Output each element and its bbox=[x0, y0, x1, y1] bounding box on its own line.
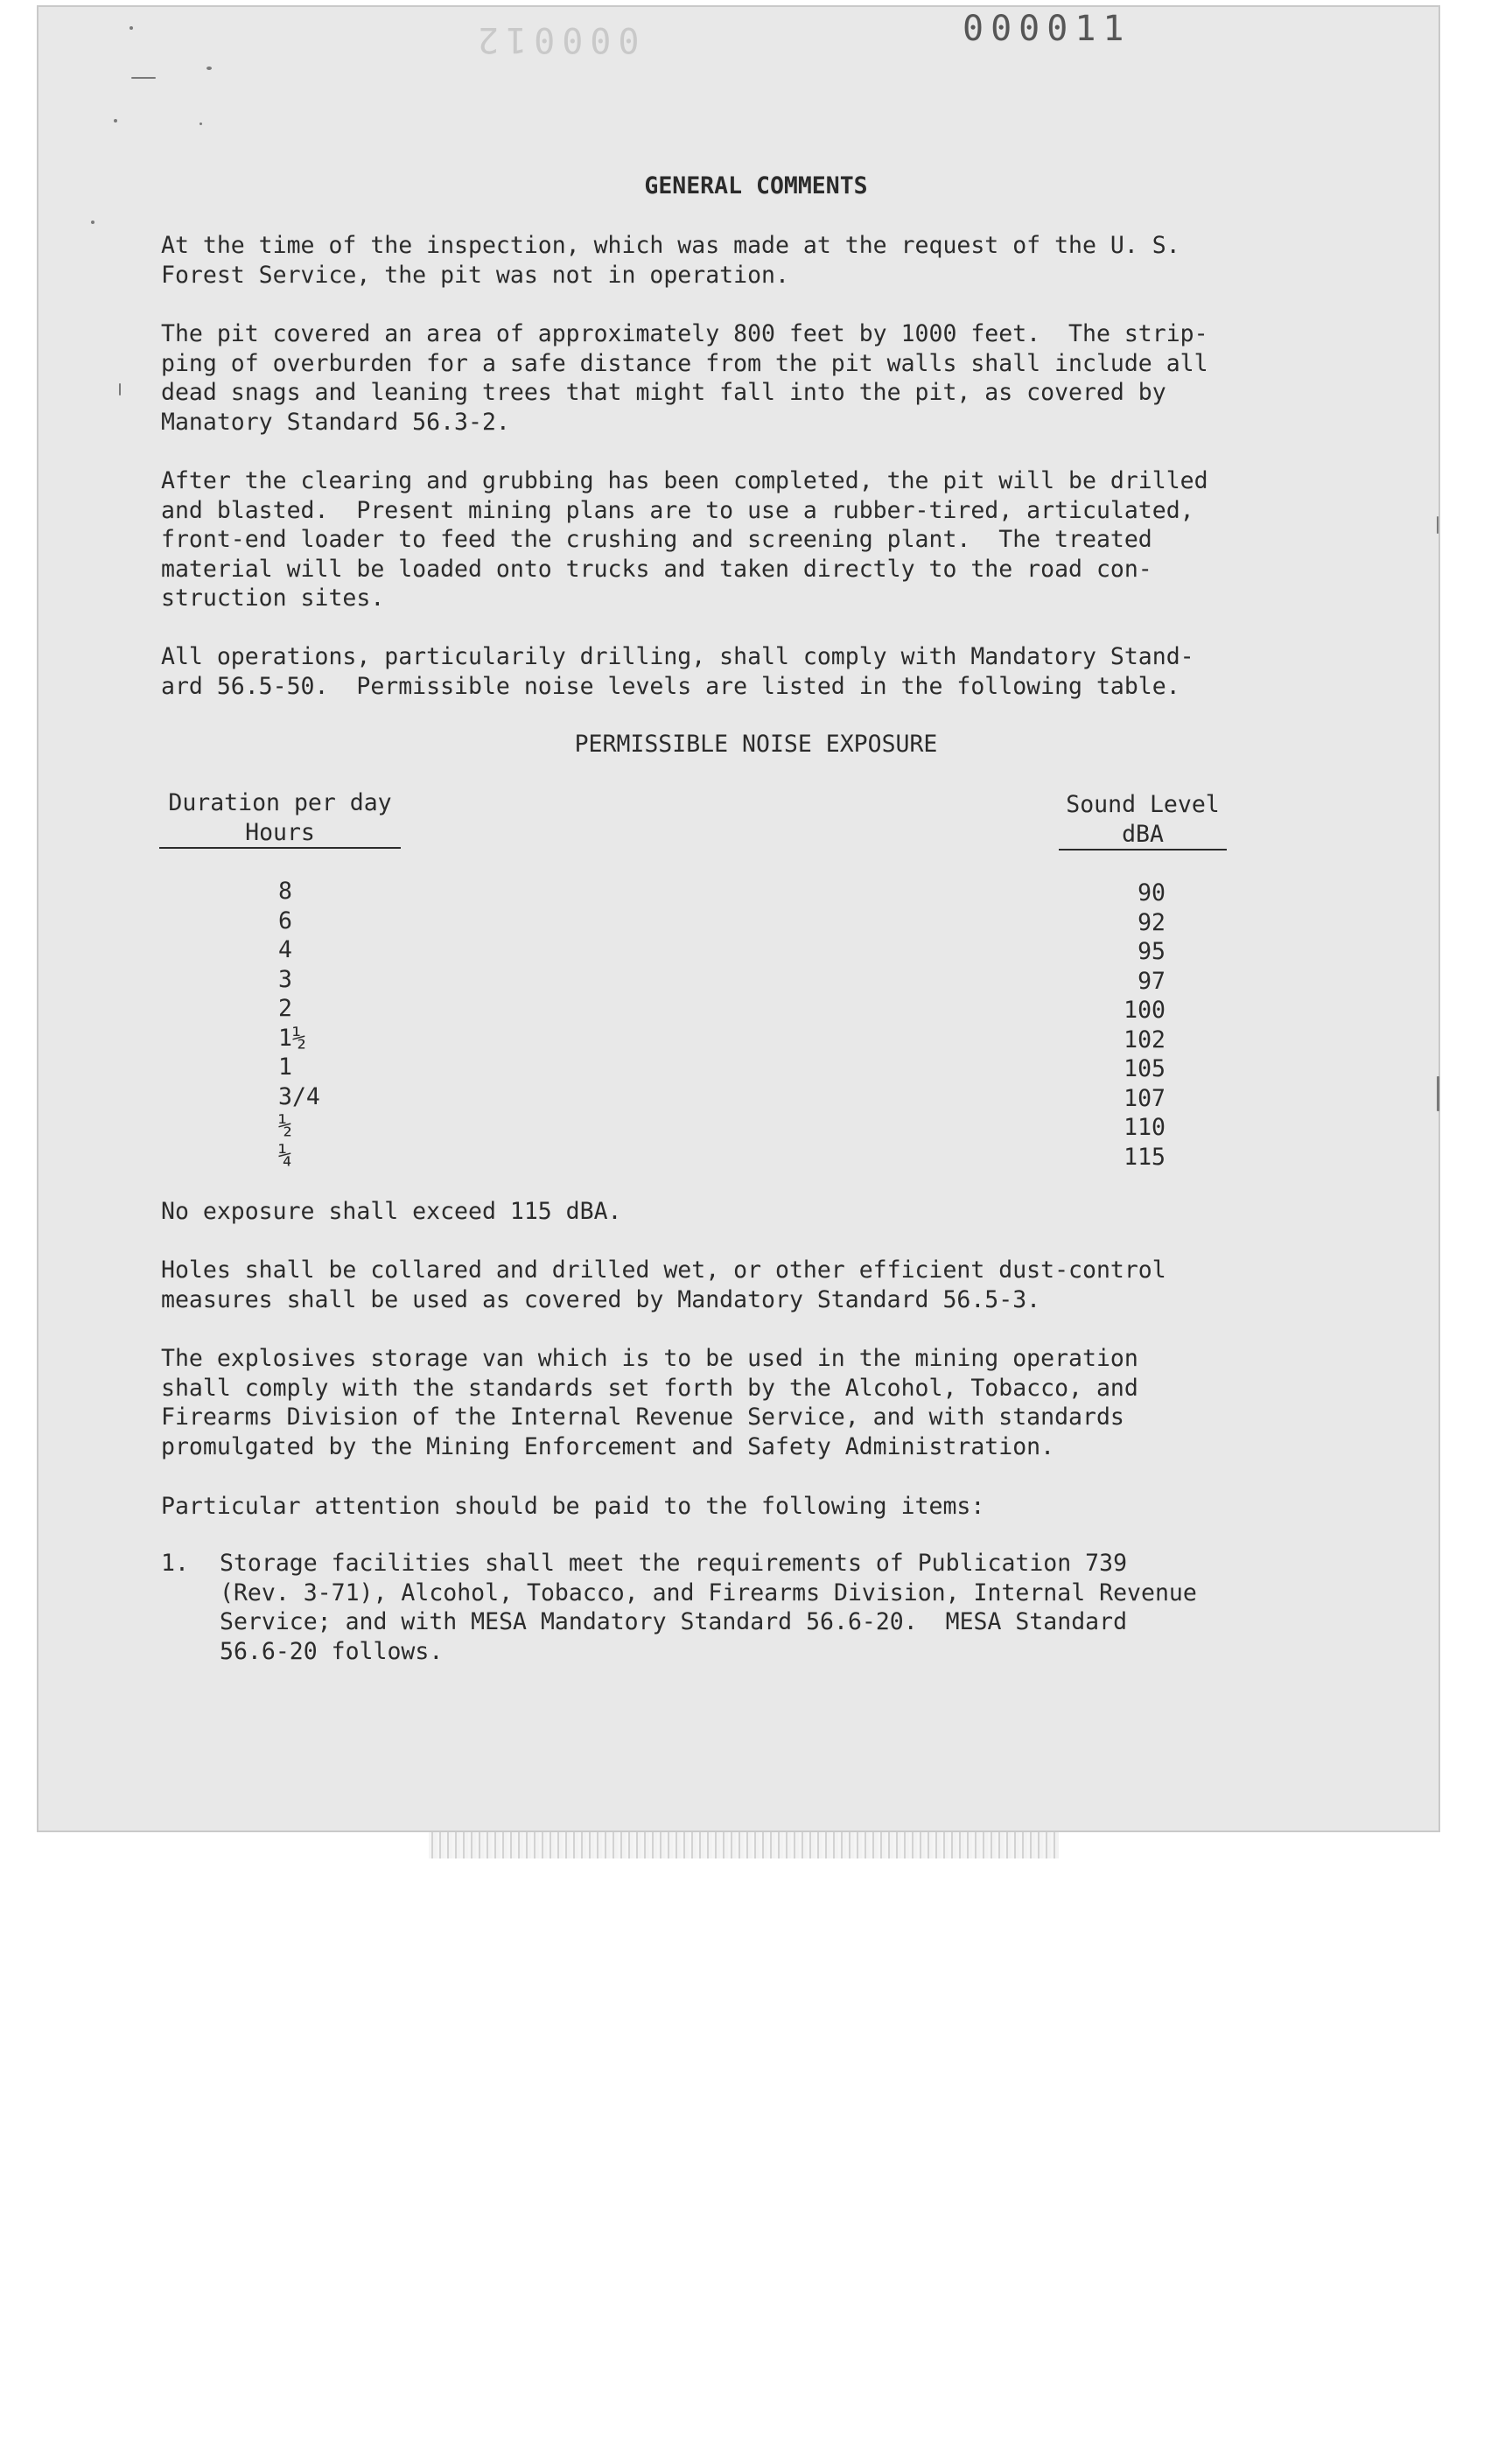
scan-speck bbox=[114, 119, 117, 122]
dba-column bbox=[1104, 878, 1166, 1172]
table-cell-hours: 4 bbox=[278, 936, 292, 963]
scan-speck bbox=[131, 77, 156, 79]
table-cell-dba: 110 bbox=[1124, 1114, 1166, 1141]
paragraph-attention-items: Particular attention should be paid to the following items: bbox=[161, 1493, 985, 1520]
paragraph-pit-area: The pit covered an area of approximately 800 feet by 1000 feet. The strip- ping of overburden for a safe distance from the pit walls shall include all dead snags and leaning trees that might fall into the pit, as covered by Manatory Standard 56.3-2. bbox=[161, 320, 1208, 436]
paragraph-exposure-limit: No exposure shall exceed 115 dBA. bbox=[161, 1198, 622, 1225]
table-cell-hours: 1½ bbox=[278, 1024, 306, 1052]
table-cell-dba: 102 bbox=[1124, 1026, 1166, 1054]
paragraph-mining-plans: After the clearing and grubbing has been completed, the pit will be drilled and blasted. Present mining plans are to use a rubber-tired, articulated, front-end loader to feed the crushing and screening plant. The treated material will be loaded onto trucks and taken directly to the road con- struction sites. bbox=[161, 467, 1208, 612]
list-item-number: 1. bbox=[161, 1550, 189, 1577]
scan-speck bbox=[91, 220, 94, 224]
scan-artifact-strip bbox=[429, 1832, 1059, 1858]
paragraph-explosives-storage: The explosives storage van which is to be used in the mining operation shall comply with the standards set forth by the Alcohol, Tobacco, and Firearms Division of the Internal Revenue Service, and with standards promulgated by the Mining Enforcement and Safety Administration. bbox=[161, 1345, 1138, 1460]
scan-speck bbox=[1437, 516, 1438, 534]
sound-level-column-header bbox=[1059, 790, 1227, 850]
paragraph-noise-compliance: All operations, particularily drilling, shall comply with Mandatory Stand- ard 56.5-50. Permissible noise levels are listed in the following table. bbox=[161, 643, 1194, 700]
duration-header-line1: Duration per day bbox=[168, 789, 392, 816]
table-cell-dba: 97 bbox=[1138, 967, 1166, 995]
faded-page-stamp: 000012 bbox=[471, 19, 640, 60]
scan-speck bbox=[130, 26, 133, 30]
duration-header-line2: Hours bbox=[159, 818, 401, 850]
table-cell-hours: 6 bbox=[278, 906, 292, 934]
table-cell-dba: 107 bbox=[1124, 1084, 1166, 1112]
paragraph-dust-control: Holes shall be collared and drilled wet, or other efficient dust-control measures shall be used as covered by Mandatory Standard 56.5-3. bbox=[161, 1256, 1166, 1313]
table-cell-hours: 8 bbox=[278, 878, 292, 905]
sound-level-header-line2: dBA bbox=[1059, 820, 1227, 851]
table-cell-hours: ¼ bbox=[278, 1141, 292, 1169]
table-cell-dba: 100 bbox=[1124, 997, 1166, 1024]
page-title: GENERAL COMMENTS bbox=[644, 172, 868, 200]
table-title: PERMISSIBLE NOISE EXPOSURE bbox=[574, 731, 938, 758]
table-cell-hours: 1 bbox=[278, 1054, 292, 1081]
hours-column bbox=[278, 877, 383, 1170]
scan-speck bbox=[200, 122, 202, 125]
table-cell-hours: 2 bbox=[278, 995, 292, 1022]
page-number-stamp: 000011 bbox=[962, 9, 1131, 49]
table-cell-dba: 105 bbox=[1124, 1055, 1166, 1082]
sound-level-header-line1: Sound Level bbox=[1066, 791, 1220, 818]
table-cell-dba: 92 bbox=[1138, 908, 1166, 936]
paragraph-inspection: At the time of the inspection, which was made at the request of the U. S. Forest Service, the pit was not in operation. bbox=[161, 232, 1180, 289]
table-cell-hours: 3/4 bbox=[278, 1082, 320, 1110]
table-cell-dba: 95 bbox=[1138, 938, 1166, 965]
table-cell-hours: 3 bbox=[278, 965, 292, 993]
table-cell-dba: 90 bbox=[1138, 879, 1166, 906]
scan-speck bbox=[1437, 1076, 1439, 1111]
table-cell-hours: ½ bbox=[278, 1112, 292, 1139]
table-cell-dba: 115 bbox=[1124, 1143, 1166, 1171]
scan-speck bbox=[206, 66, 212, 70]
scan-speck bbox=[119, 383, 121, 396]
list-item-text: Storage facilities shall meet the requirements of Publication 739 (Rev. 3-71), Alcohol, Tobacco, and Firearms Division, Internal Revenue Service; and with MESA Mandatory Standard 56.6-20. MESA Standard 56.6-20 follows. bbox=[220, 1550, 1197, 1665]
duration-column-header bbox=[159, 788, 401, 849]
